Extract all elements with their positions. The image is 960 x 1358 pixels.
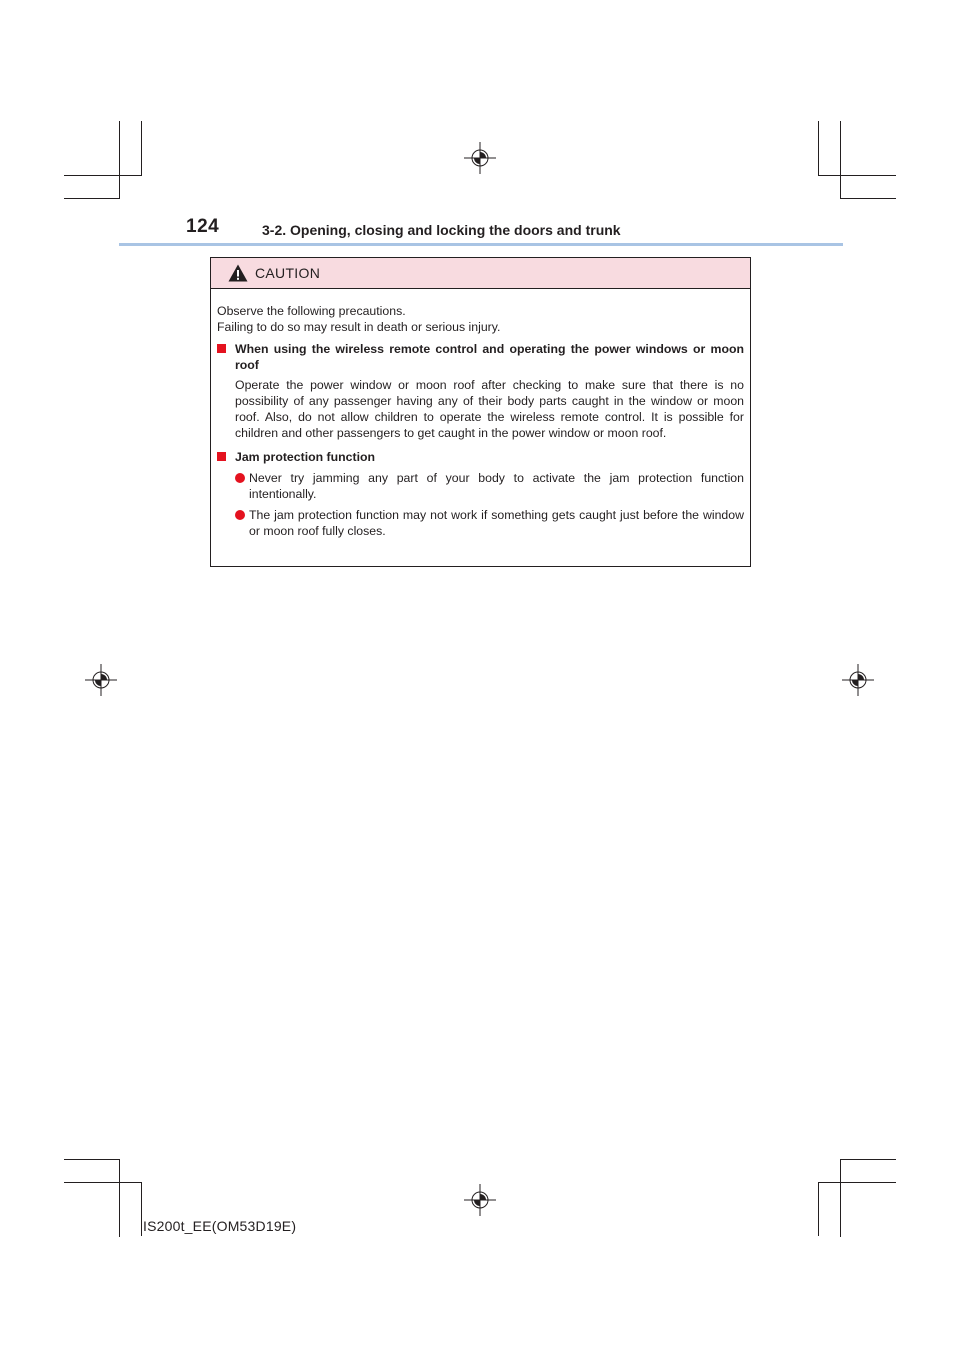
caution-label: CAUTION: [255, 265, 321, 281]
crop-mark: [119, 1159, 120, 1237]
list-item-text: Never try jamming any part of your body to activate the jam protection function intentionally.: [249, 471, 744, 501]
crop-mark: [818, 1182, 896, 1183]
warning-triangle-icon: [228, 264, 248, 282]
caution-header: [211, 258, 750, 289]
section-heading: Jam protection function: [235, 450, 376, 464]
circle-bullet-icon: [235, 473, 245, 483]
header-rule: [119, 243, 843, 246]
crop-mark: [840, 1159, 841, 1237]
crop-mark: [119, 121, 120, 199]
list-item: [235, 507, 744, 539]
caution-body: [211, 289, 750, 539]
square-bullet-icon: [217, 344, 226, 353]
model-code: IS200t_EE(OM53D19E): [143, 1218, 297, 1234]
crop-mark: [64, 175, 142, 176]
section-heading: When using the wireless remote control and operating the power windows or moon roof: [235, 342, 744, 372]
circle-bullet-icon: [235, 510, 245, 520]
crop-mark: [64, 198, 120, 199]
crop-mark: [818, 1182, 819, 1236]
crop-mark: [141, 121, 142, 175]
list-item-text: The jam protection function may not work if something gets caught just before the window or moon roof fully closes.: [249, 508, 744, 538]
crop-mark: [818, 121, 819, 175]
caution-section: [217, 449, 744, 539]
crop-mark: [840, 121, 841, 199]
list-item: [235, 470, 744, 502]
registration-target-icon: [85, 664, 117, 696]
crop-mark: [818, 175, 896, 176]
crop-mark: [840, 1159, 896, 1160]
intro-line: Failing to do so may result in death or serious injury.: [217, 320, 501, 334]
page-number: 124: [186, 216, 220, 237]
crop-mark: [64, 1182, 142, 1183]
crop-mark: [64, 1159, 120, 1160]
crop-mark: [840, 198, 896, 199]
caution-section: [217, 341, 744, 441]
square-bullet-icon: [217, 452, 226, 461]
intro-line: Observe the following precautions.: [217, 304, 406, 318]
section-title: 3-2. Opening, closing and locking the doors and trunk: [262, 222, 621, 238]
registration-target-icon: [464, 142, 496, 174]
crop-mark: [141, 1182, 142, 1236]
registration-target-icon: [842, 664, 874, 696]
section-text: Operate the power window or moon roof after checking to make sure that there is no possibility of any passenger having any of their body parts caught in the window or moon roof. Also, do not allow children to operate the wireless remote control. It is possible for children and other passengers to get caught in the power window or moon roof.: [235, 378, 744, 440]
registration-target-icon: [464, 1184, 496, 1216]
caution-box: [210, 257, 751, 567]
